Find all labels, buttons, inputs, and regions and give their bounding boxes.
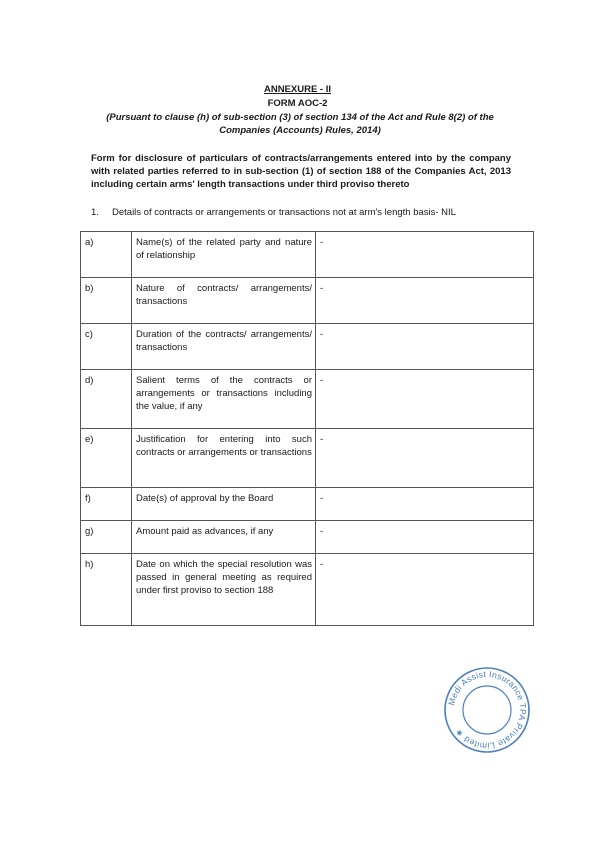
row-value: - [316,554,534,626]
row-value: - [316,488,534,521]
row-value: - [316,429,534,488]
row-key: a) [81,232,132,278]
row-key: b) [81,278,132,324]
table-row [81,554,534,626]
table-row [81,429,534,488]
form-title: FORM AOC-2 [267,98,328,109]
table-row [81,521,534,554]
table-row [81,324,534,370]
pursuant-note: (Pursuant to clause (h) of sub-section (3) of section 134 of the Act and Rule 8(2) of the Companies (Accounts) Rules, 2014) [106,112,494,136]
row-label: Date on which the special resolution was passed in general meeting as required under first proviso to section 188 [132,554,316,626]
form-description: Form for disclosure of particulars of contracts/arrangements entered into by the company with related parties referred to in sub-section (1) of section 188 of the Companies Act, 2013 including certain arms' length transactions under third proviso thereto [91,153,511,190]
row-key: d) [81,370,132,429]
row-key: e) [81,429,132,488]
row-label: Date(s) of approval by the Board [132,488,316,521]
company-seal-stamp [443,666,531,754]
annexure-heading: ANNEXURE - II [263,84,332,95]
row-label: Name(s) of the related party and nature of relationship [132,232,316,278]
row-value: - [316,370,534,429]
row-key: h) [81,554,132,626]
row-value: - [316,278,534,324]
table-row [81,370,534,429]
item-number: 1. [91,207,99,218]
row-label: Justification for entering into such contracts or arrangements or transactions [132,429,316,488]
row-value: - [316,232,534,278]
item-heading: Details of contracts or arrangements or transactions not at arm's length basis- NIL [112,207,456,218]
table-row [81,488,534,521]
table-row [81,278,534,324]
row-value: - [316,521,534,554]
table-row [81,232,534,278]
row-value: - [316,324,534,370]
row-label: Amount paid as advances, if any [132,521,316,554]
contracts-table [80,231,534,626]
svg-text:Medi Assist Insurance TPA Priv: Medi Assist Insurance TPA Private Limited ★ [446,668,529,752]
row-key: g) [81,521,132,554]
row-key: c) [81,324,132,370]
row-label: Salient terms of the contracts or arrangements or transactions including the value, if any [132,370,316,429]
row-key: f) [81,488,132,521]
row-label: Duration of the contracts/ arrangements/ transactions [132,324,316,370]
row-label: Nature of contracts/ arrangements/ transactions [132,278,316,324]
